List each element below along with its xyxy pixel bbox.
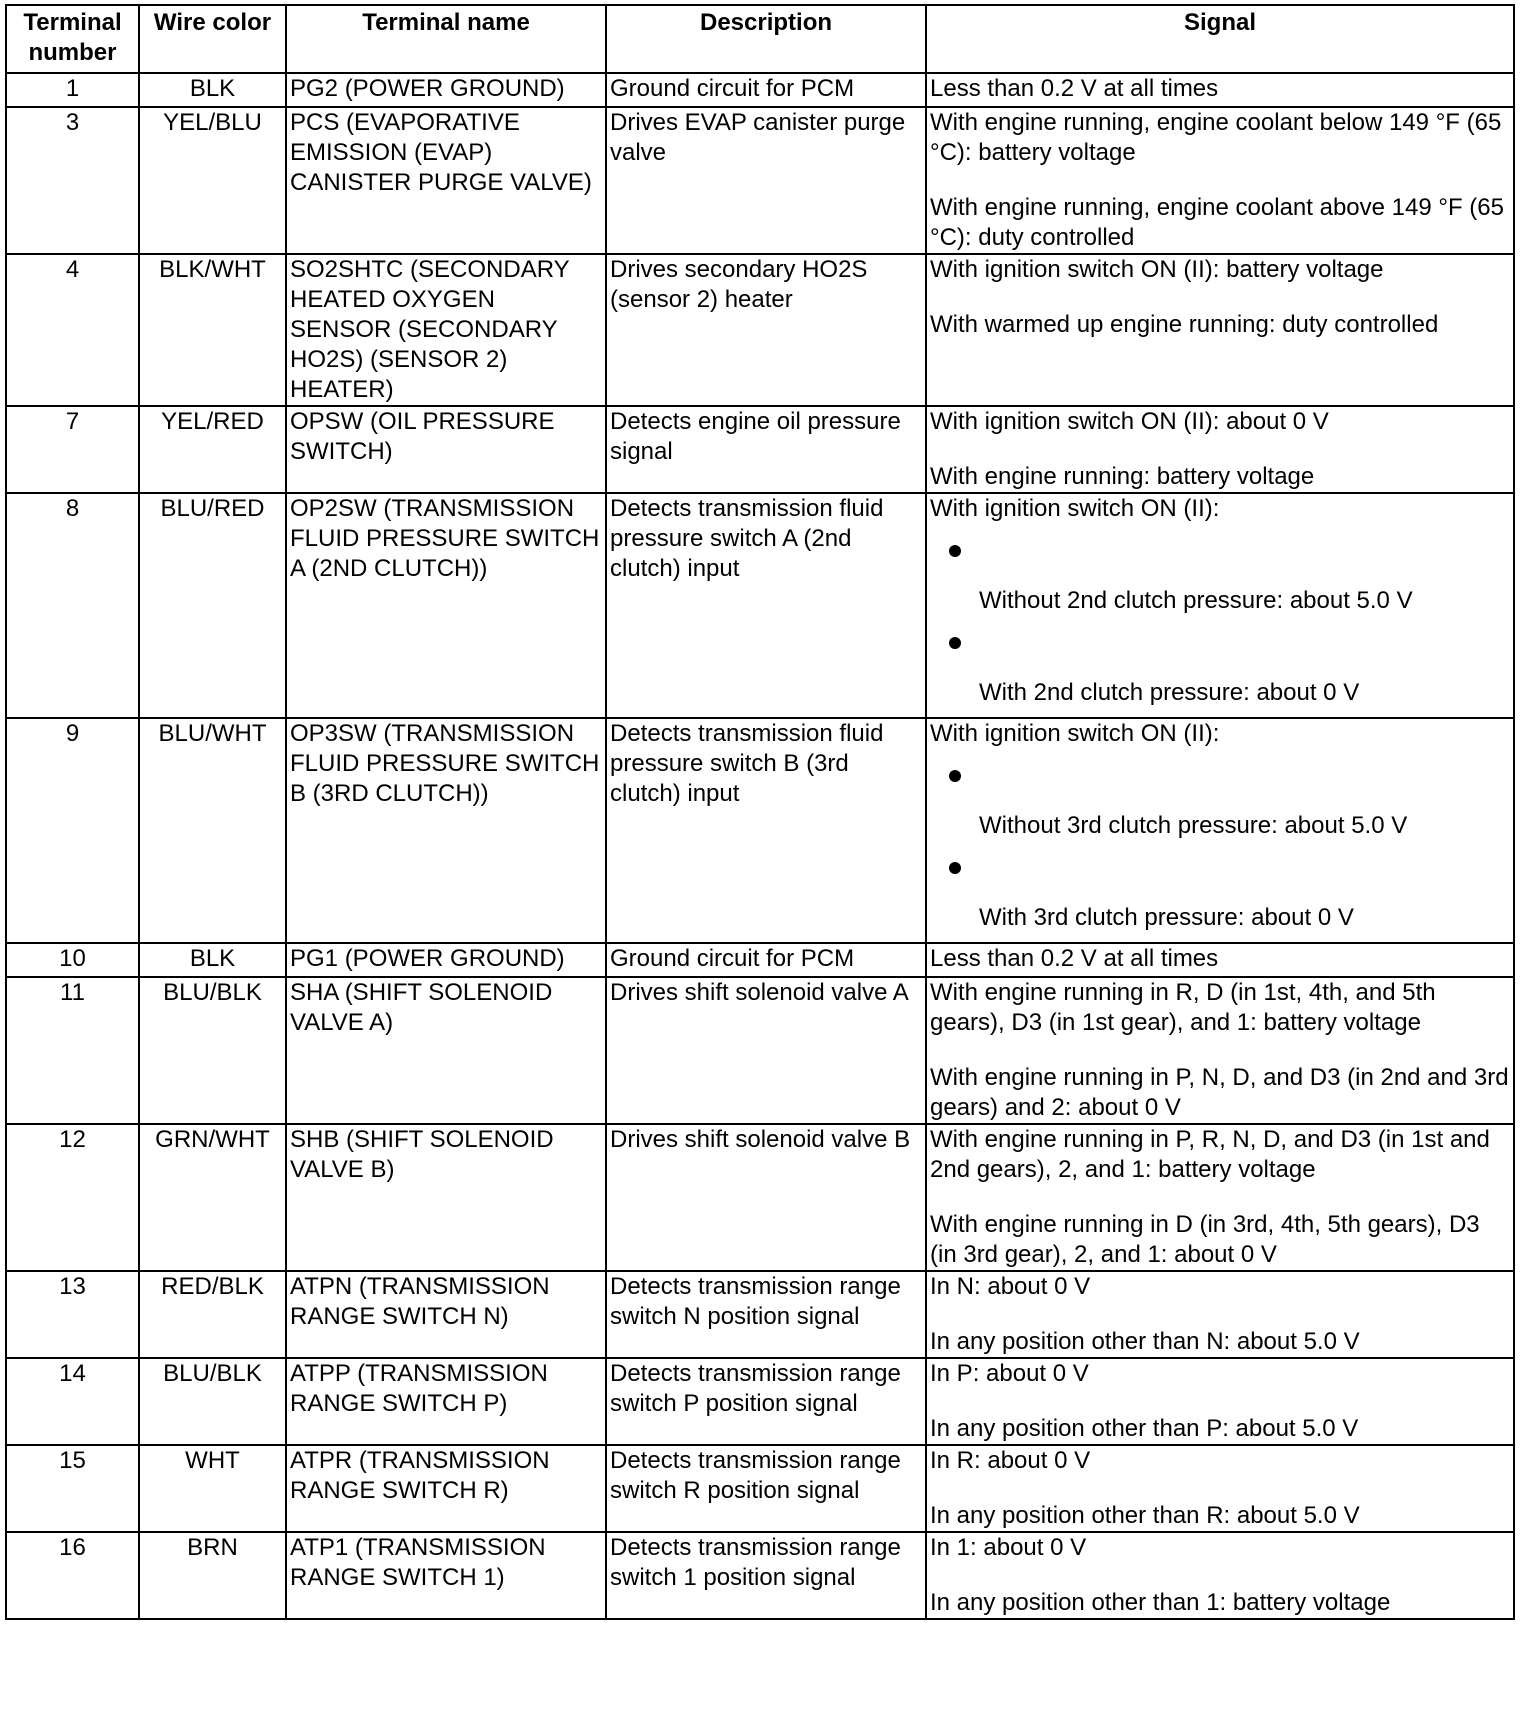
signal-line: In 1: about 0 V bbox=[930, 1534, 1087, 1561]
terminal-number-cell: 3 bbox=[6, 107, 139, 254]
signal-cell bbox=[926, 1358, 1514, 1445]
description-cell: Detects transmission range switch P position signal bbox=[606, 1358, 926, 1445]
terminal-number-cell: 8 bbox=[6, 493, 139, 718]
table-row bbox=[6, 1445, 1514, 1532]
bullet-marker bbox=[930, 624, 1510, 664]
signal-line: With engine running, engine coolant above 149 °F (65 °C): duty controlled bbox=[930, 194, 1504, 251]
wire-color-cell: GRN/WHT bbox=[139, 1124, 286, 1271]
header-terminal-number: Terminal number bbox=[6, 5, 139, 73]
bullet-text: With 2nd clutch pressure: about 0 V bbox=[979, 679, 1360, 706]
terminal-number-cell: 16 bbox=[6, 1532, 139, 1619]
signal-cell bbox=[926, 254, 1514, 406]
table-row bbox=[6, 1358, 1514, 1445]
terminal-name-cell: OP2SW (TRANSMISSION FLUID PRESSURE SWITCH A (2ND CLUTCH)) bbox=[286, 493, 606, 718]
wire-color-cell: BLU/BLK bbox=[139, 977, 286, 1124]
signal-cell bbox=[926, 1445, 1514, 1532]
table-row bbox=[6, 406, 1514, 493]
terminal-number-cell: 14 bbox=[6, 1358, 139, 1445]
bullet-marker bbox=[930, 757, 1510, 797]
signal-line: With ignition switch ON (II): about 0 V bbox=[930, 408, 1329, 435]
bullet-dot-icon bbox=[949, 637, 961, 649]
table-body bbox=[6, 73, 1514, 1619]
wire-color-cell: BLK bbox=[139, 73, 286, 107]
description-cell: Detects transmission range switch R position signal bbox=[606, 1445, 926, 1532]
bullet-dot-icon bbox=[949, 862, 961, 874]
signal-cell bbox=[926, 1124, 1514, 1271]
bullet-marker bbox=[930, 532, 1510, 572]
signal-line: In any position other than R: about 5.0 V bbox=[930, 1502, 1360, 1529]
bullet-marker bbox=[930, 849, 1510, 889]
wire-color-cell: RED/BLK bbox=[139, 1271, 286, 1358]
signal-line: Less than 0.2 V at all times bbox=[930, 75, 1219, 102]
description-cell: Ground circuit for PCM bbox=[606, 943, 926, 977]
signal-cell bbox=[926, 1532, 1514, 1619]
signal-line: With engine running, engine coolant below 149 °F (65 °C): battery voltage bbox=[930, 109, 1502, 166]
wire-color-cell: BRN bbox=[139, 1532, 286, 1619]
bullet-text: With 3rd clutch pressure: about 0 V bbox=[979, 904, 1354, 931]
terminal-name-cell: OP3SW (TRANSMISSION FLUID PRESSURE SWITCH B (3RD CLUTCH)) bbox=[286, 718, 606, 943]
description-cell: Detects transmission fluid pressure switch B (3rd clutch) input bbox=[606, 718, 926, 943]
table-row bbox=[6, 493, 1514, 718]
description-cell: Drives EVAP canister purge valve bbox=[606, 107, 926, 254]
header-row bbox=[6, 5, 1514, 73]
terminal-name-cell: SHB (SHIFT SOLENOID VALVE B) bbox=[286, 1124, 606, 1271]
table-row bbox=[6, 107, 1514, 254]
terminal-name-cell: ATP1 (TRANSMISSION RANGE SWITCH 1) bbox=[286, 1532, 606, 1619]
terminal-number-cell: 13 bbox=[6, 1271, 139, 1358]
wire-color-cell: YEL/RED bbox=[139, 406, 286, 493]
signal-line: With warmed up engine running: duty controlled bbox=[930, 311, 1439, 338]
terminal-name-cell: ATPN (TRANSMISSION RANGE SWITCH N) bbox=[286, 1271, 606, 1358]
signal-intro: With ignition switch ON (II): bbox=[930, 720, 1220, 747]
terminal-table bbox=[5, 4, 1515, 1620]
table-header bbox=[6, 5, 1514, 73]
header-description: Description bbox=[606, 5, 926, 73]
signal-line: In R: about 0 V bbox=[930, 1447, 1091, 1474]
signal-cell bbox=[926, 718, 1514, 943]
terminal-number-cell: 4 bbox=[6, 254, 139, 406]
terminal-name-cell: PG2 (POWER GROUND) bbox=[286, 73, 606, 107]
terminal-name-cell: ATPP (TRANSMISSION RANGE SWITCH P) bbox=[286, 1358, 606, 1445]
table-row bbox=[6, 977, 1514, 1124]
signal-line: In any position other than N: about 5.0 V bbox=[930, 1328, 1360, 1355]
signal-cell bbox=[926, 1271, 1514, 1358]
terminal-number-cell: 9 bbox=[6, 718, 139, 943]
description-cell: Detects transmission fluid pressure switch A (2nd clutch) input bbox=[606, 493, 926, 718]
header-signal: Signal bbox=[926, 5, 1514, 73]
wire-color-cell: BLU/BLK bbox=[139, 1358, 286, 1445]
terminal-number-cell: 12 bbox=[6, 1124, 139, 1271]
signal-line: With ignition switch ON (II): battery voltage bbox=[930, 256, 1384, 283]
signal-line: With engine running in P, N, D, and D3 (in 2nd and 3rd gears) and 2: about 0 V bbox=[930, 1064, 1509, 1121]
table-row bbox=[6, 943, 1514, 977]
bullet-dot-icon bbox=[949, 545, 961, 557]
bullet-text: Without 2nd clutch pressure: about 5.0 V bbox=[979, 587, 1413, 614]
description-cell: Drives shift solenoid valve B bbox=[606, 1124, 926, 1271]
wire-color-cell: BLU/WHT bbox=[139, 718, 286, 943]
wire-color-cell: BLU/RED bbox=[139, 493, 286, 718]
signal-line: In N: about 0 V bbox=[930, 1273, 1091, 1300]
signal-cell bbox=[926, 977, 1514, 1124]
bullet-text: Without 3rd clutch pressure: about 5.0 V bbox=[979, 812, 1408, 839]
terminal-table-page bbox=[5, 4, 1513, 1620]
terminal-number-cell: 1 bbox=[6, 73, 139, 107]
terminal-number-cell: 10 bbox=[6, 943, 139, 977]
header-terminal-name: Terminal name bbox=[286, 5, 606, 73]
terminal-name-cell: OPSW (OIL PRESSURE SWITCH) bbox=[286, 406, 606, 493]
signal-cell bbox=[926, 406, 1514, 493]
signal-line: Less than 0.2 V at all times bbox=[930, 945, 1219, 972]
signal-intro: With ignition switch ON (II): bbox=[930, 495, 1220, 522]
terminal-number-cell: 7 bbox=[6, 406, 139, 493]
signal-line: With engine running in R, D (in 1st, 4th, and 5th gears), D3 (in 1st gear), and 1: battery voltage bbox=[930, 979, 1436, 1036]
table-row bbox=[6, 1124, 1514, 1271]
terminal-name-cell: PG1 (POWER GROUND) bbox=[286, 943, 606, 977]
description-cell: Drives shift solenoid valve A bbox=[606, 977, 926, 1124]
signal-line: With engine running in D (in 3rd, 4th, 5th gears), D3 (in 3rd gear), 2, and 1: about 0 V bbox=[930, 1211, 1480, 1268]
signal-cell bbox=[926, 107, 1514, 254]
terminal-name-cell: SHA (SHIFT SOLENOID VALVE A) bbox=[286, 977, 606, 1124]
terminal-name-cell: PCS (EVAPORATIVE EMISSION (EVAP) CANISTER PURGE VALVE) bbox=[286, 107, 606, 254]
signal-line: In any position other than P: about 5.0 V bbox=[930, 1415, 1359, 1442]
signal-cell bbox=[926, 73, 1514, 107]
description-cell: Drives secondary HO2S (sensor 2) heater bbox=[606, 254, 926, 406]
table-row bbox=[6, 718, 1514, 943]
signal-cell bbox=[926, 493, 1514, 718]
bullet-dot-icon bbox=[949, 770, 961, 782]
table-row bbox=[6, 1271, 1514, 1358]
description-cell: Detects transmission range switch 1 position signal bbox=[606, 1532, 926, 1619]
wire-color-cell: WHT bbox=[139, 1445, 286, 1532]
header-wire-color: Wire color bbox=[139, 5, 286, 73]
terminal-name-cell: SO2SHTC (SECONDARY HEATED OXYGEN SENSOR (SECONDARY HO2S) (SENSOR 2) HEATER) bbox=[286, 254, 606, 406]
description-cell: Ground circuit for PCM bbox=[606, 73, 926, 107]
terminal-number-cell: 15 bbox=[6, 1445, 139, 1532]
description-cell: Detects engine oil pressure signal bbox=[606, 406, 926, 493]
signal-line: With engine running: battery voltage bbox=[930, 463, 1315, 490]
wire-color-cell: YEL/BLU bbox=[139, 107, 286, 254]
signal-line: With engine running in P, R, N, D, and D3 (in 1st and 2nd gears), 2, and 1: battery voltage bbox=[930, 1126, 1490, 1183]
terminal-number-cell: 11 bbox=[6, 977, 139, 1124]
signal-line: In P: about 0 V bbox=[930, 1360, 1089, 1387]
signal-line: In any position other than 1: battery voltage bbox=[930, 1589, 1391, 1616]
terminal-name-cell: ATPR (TRANSMISSION RANGE SWITCH R) bbox=[286, 1445, 606, 1532]
wire-color-cell: BLK/WHT bbox=[139, 254, 286, 406]
signal-cell bbox=[926, 943, 1514, 977]
table-row bbox=[6, 73, 1514, 107]
wire-color-cell: BLK bbox=[139, 943, 286, 977]
table-row bbox=[6, 254, 1514, 406]
description-cell: Detects transmission range switch N position signal bbox=[606, 1271, 926, 1358]
table-row bbox=[6, 1532, 1514, 1619]
